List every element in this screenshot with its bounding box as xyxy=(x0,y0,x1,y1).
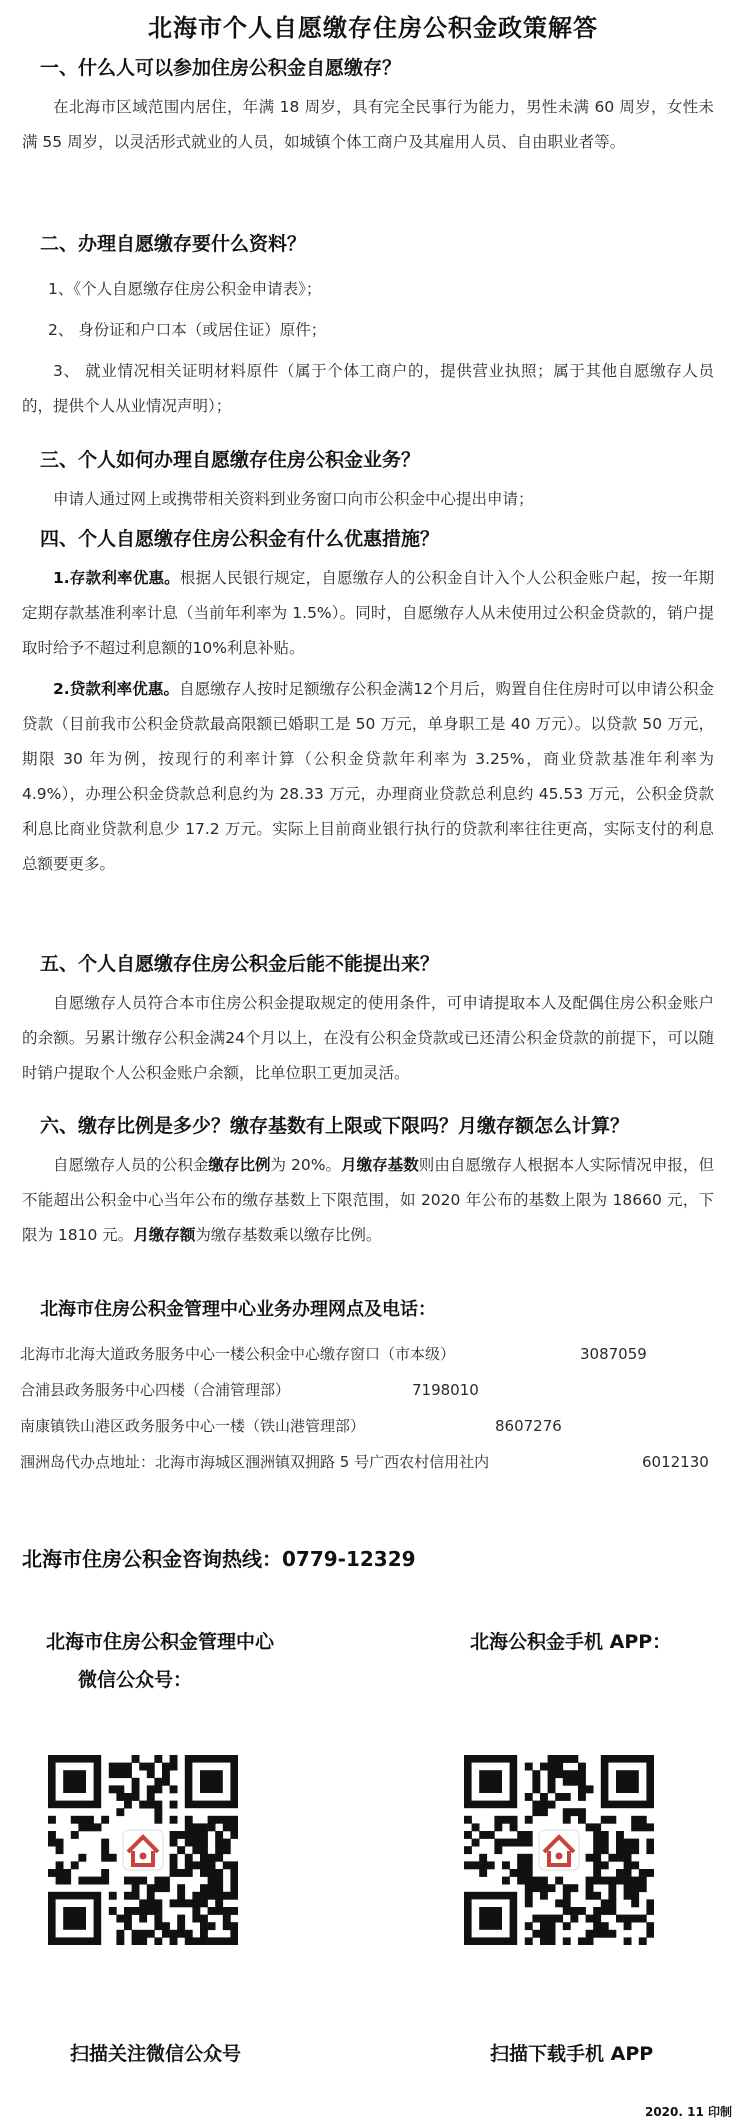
section-6-text: 为 20%。 xyxy=(270,1156,342,1174)
section-2-item: 1、《个人自愿缴存住房公积金申请表》； xyxy=(48,280,322,298)
contact-row xyxy=(20,1372,746,1408)
section-6-text: 为缴存基数乘以缴存比例。 xyxy=(195,1226,382,1244)
section-6-bold: 缴存比例 xyxy=(208,1156,271,1174)
section-5-heading: 五、个人自愿缴存住房公积金后能不能提出来？ xyxy=(40,953,440,975)
contact-phone: 8607276 xyxy=(495,1417,562,1435)
contact-place: 南康镇铁山港区政务服务中心一楼（铁山港管理部） xyxy=(20,1417,366,1435)
section-2 xyxy=(0,222,746,424)
contact-phone: 3087059 xyxy=(580,1345,647,1363)
section-5-body: 自愿缴存人员符合本市住房公积金提取规定的使用条件，可申请提取本人及配偶住房公积金账户的余额。另累计缴存公积金满24个月以上，在没有公积金贷款或已还清公积金贷款的前提下，可以随时销户提取个人公积金账户余额，比单位职工更加灵活。 xyxy=(22,994,714,1082)
section-4-heading: 四、个人自愿缴存住房公积金有什么优惠措施？ xyxy=(40,528,440,550)
contact-phone: 6012130 xyxy=(642,1453,709,1471)
house-logo-icon xyxy=(123,1830,163,1870)
section-6-text: 自愿缴存人员的公积金 xyxy=(53,1156,209,1174)
section-4-item-1 xyxy=(22,561,714,666)
section-4-item-2-text: 自愿缴存人按时足额缴存公积金满12个月后，购置自住住房时可以申请公积金贷款（目前我市公积金贷款最高限额已婚职工是 50 万元，单身职工是 40 万元）。以贷款 50 万元，期限 30 年为例，按现行的利率计算（公积金贷款年利率为 3.25%，商业贷款基准年利率为 4.9%），办理公积金贷款总利息约为 28.33 万元，办理商业贷款总利息约 45.53 万元，公积金贷款利息比商业贷款利息少 17.2 万元。实际上目前商业银行执行的贷款利率往往更高，实际支付的利息总额要更多。 xyxy=(22,680,714,873)
contact-place: 涠洲岛代办点地址：北海市海城区涠洲镇双拥路 5 号广西农村信用社内 xyxy=(20,1453,490,1471)
contact-place: 合浦县政务服务中心四楼（合浦管理部） xyxy=(20,1381,291,1399)
section-4-item-2 xyxy=(22,672,714,882)
section-3 xyxy=(0,438,746,517)
app-qr-code-icon xyxy=(464,1755,654,1945)
section-6-bold: 月缴存额 xyxy=(133,1226,196,1244)
section-2-item: 2、 身份证和户口本（或居住证）原件； xyxy=(48,321,327,339)
section-4-item-1-text: 根据人民银行规定，自愿缴存人的公积金自计入个人公积金账户起，按一年期定期存款基准利率计息（当前年利率为 1.5%）。同时，自愿缴存人从未使用过公积金贷款的，销户提取时给予不超过利息额的10%利息补贴。 xyxy=(22,569,714,657)
section-6-text: 则由自愿缴存人根据本人实际情况申报，但不能超出公积金中心当年公布的缴存基数上下限范围，如 2020 年公布的基数上限为 18660 元，下限为 1810 元。 xyxy=(22,1156,714,1244)
left-caption: 扫描关注微信公众号 xyxy=(70,2043,242,2065)
section-1 xyxy=(0,46,746,160)
contact-place: 北海市北海大道政务服务中心一楼公积金中心缴存窗口（市本级） xyxy=(20,1345,456,1363)
print-note: 2020. 11 印制 xyxy=(644,2105,732,2119)
section-1-heading: 一、什么人可以参加住房公积金自愿缴存？ xyxy=(40,57,402,79)
section-5 xyxy=(0,942,746,1091)
right-org-name: 北海公积金手机 APP： xyxy=(470,1631,672,1653)
wechat-qr-code-icon xyxy=(48,1755,238,1945)
section-6-body xyxy=(22,1148,714,1253)
section-4 xyxy=(0,517,746,882)
hotline: 北海市住房公积金咨询热线：0779-12329 xyxy=(22,1547,416,1571)
contact-row xyxy=(20,1444,746,1480)
section-4-item-1-lead: 1.存款利率优惠。 xyxy=(53,569,180,587)
left-org-name: 北海市住房公积金管理中心 xyxy=(46,1631,275,1653)
contacts-section xyxy=(0,1290,746,1480)
page-title: 北海市个人自愿缴存住房公积金政策解答 xyxy=(148,14,598,42)
section-3-heading: 三、个人如何办理自愿缴存住房公积金业务？ xyxy=(40,449,421,471)
section-2-heading: 二、办理自愿缴存要什么资料？ xyxy=(40,233,307,255)
contact-phone: 7198010 xyxy=(412,1381,479,1399)
contact-row xyxy=(20,1408,746,1444)
section-6 xyxy=(0,1104,746,1253)
section-6-heading: 六、缴存比例是多少？缴存基数有上限或下限吗？月缴存额怎么计算？ xyxy=(40,1115,630,1137)
section-3-body: 申请人通过网上或携带相关资料到业务窗口向市公积金中心提出申请； xyxy=(53,490,534,508)
section-4-item-2-lead: 2.贷款利率优惠。 xyxy=(53,680,180,698)
right-caption: 扫描下载手机 APP xyxy=(490,2043,654,2065)
house-logo-icon xyxy=(539,1830,579,1870)
contact-row xyxy=(20,1336,746,1372)
section-2-item: 3、 就业情况相关证明材料原件（属于个体工商户的，提供营业执照；属于其他自愿缴存人员的，提供个人从业情况声明）； xyxy=(22,362,714,415)
section-1-body: 在北海市区域范围内居住，年满 18 周岁，具有完全民事行为能力，男性未满 60 周岁，女性未满 55 周岁，以灵活形式就业的人员，如城镇个体工商户及其雇用人员、自由职业者等。 xyxy=(22,98,714,151)
left-org-subtitle: 微信公众号： xyxy=(78,1669,193,1691)
contacts-heading: 北海市住房公积金管理中心业务办理网点及电话： xyxy=(40,1299,436,1320)
section-6-bold: 月缴存基数 xyxy=(341,1156,419,1174)
